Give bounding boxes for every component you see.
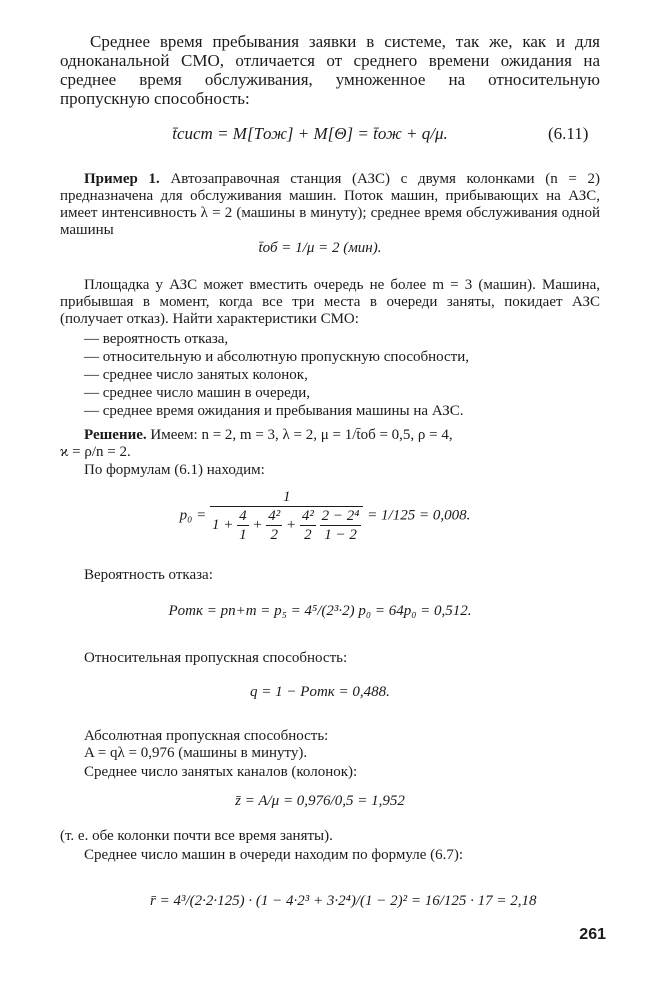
absolute-formula: A = qλ = 0,976 (машины в минуту).	[84, 745, 308, 761]
absolute-label: Абсолютная пропускная способность:	[84, 728, 329, 744]
list-item: — среднее число машин в очереди,	[84, 385, 310, 401]
queue-formula: r̄ = 4³/(2·2·125) · (1 − 4·2³ + 3·2⁴)/(1 − 2)² = 16/125 · 17 = 2,18	[150, 893, 537, 909]
p0-rhs: = 1/125 = 0,008.	[367, 507, 471, 524]
list-item: — вероятность отказа,	[84, 331, 229, 347]
solution-line-1	[84, 427, 604, 444]
p0-formula	[160, 488, 490, 544]
equation-6-11: t̄сист = M[Tож] + M[Θ] = t̄ож + q/μ.	[172, 124, 448, 143]
example-conditions: Площадка у АЗС может вместить очередь не более m = 3 (машин). Машина, прибывшая в момент, когда все три места в очереди заняты, покидает АЗС (получает отказ). Найти характеристики СМО:	[60, 277, 600, 327]
example-paragraph	[60, 171, 600, 239]
service-time-formula: t̄об = 1/μ = 2 (мин).	[258, 240, 382, 256]
refusal-label: Вероятность отказа:	[84, 567, 213, 583]
list-item: — среднее время ожидания и пребывания машины на АЗС.	[84, 403, 464, 419]
queue-label: Среднее число машин в очереди находим по формуле (6.7):	[84, 847, 464, 863]
busy-label: Среднее число занятых каналов (колонок):	[84, 764, 358, 780]
refusal-formula: Pотк = pn+m = p₅ = 4⁵/(2³·2) p₀ = 64p₀ = 0,512.	[168, 603, 472, 619]
solution-heading: Решение.	[84, 427, 147, 443]
characteristics-list	[84, 330, 604, 420]
solution-params: Имеем: n = 2, m = 3, λ = 2, μ = 1/t̄об = 0,5, ρ = 4,	[150, 427, 453, 443]
example-heading: Пример 1.	[84, 171, 160, 187]
solution-line-2: ϰ = ρ/n = 2.	[60, 444, 131, 460]
formulas-intro: По формулам (6.1) находим:	[84, 462, 265, 478]
equation-number-6-11: (6.11)	[548, 124, 589, 143]
p0-fraction	[210, 488, 363, 544]
list-item: — среднее число занятых колонок,	[84, 367, 308, 383]
p0-numerator: 1	[210, 488, 363, 507]
list-item: — относительную и абсолютную пропускную способности,	[84, 349, 469, 365]
busy-formula: z̄ = A/μ = 0,976/0,5 = 1,952	[235, 793, 405, 809]
busy-note: (т. е. обе колонки почти все время заняты).	[60, 828, 333, 844]
intro-paragraph: Среднее время пребывания заявки в системе, так же, как и для одноканальной СМО, отличается от среднего времени ожидания на среднее время обслуживания, умноженное на относительную пропускную способность:	[60, 32, 600, 108]
relative-label: Относительная пропускная способность:	[84, 650, 348, 666]
page-number: 261	[579, 926, 606, 943]
example-text: Автозаправочная станция (АЗС) с двумя колонками (n = 2) предназначена для обслуживания машин. Поток машин, прибывающих на АЗС, имеет интенсивность λ = 2 (машины в минуту); среднее время обслуживания одной машины	[60, 171, 601, 238]
relative-formula: q = 1 − Pотк = 0,488.	[250, 684, 390, 700]
p0-denominator: 1 + $\frac{4}{1}$ + $\frac{\text{4²}}{2}$ + $\frac{\text{4²}}{2}$ $\frac{\text{2 − 2⁴}}{1 - 2}$	[211, 508, 360, 543]
p0-lhs: p₀ =	[179, 507, 207, 524]
